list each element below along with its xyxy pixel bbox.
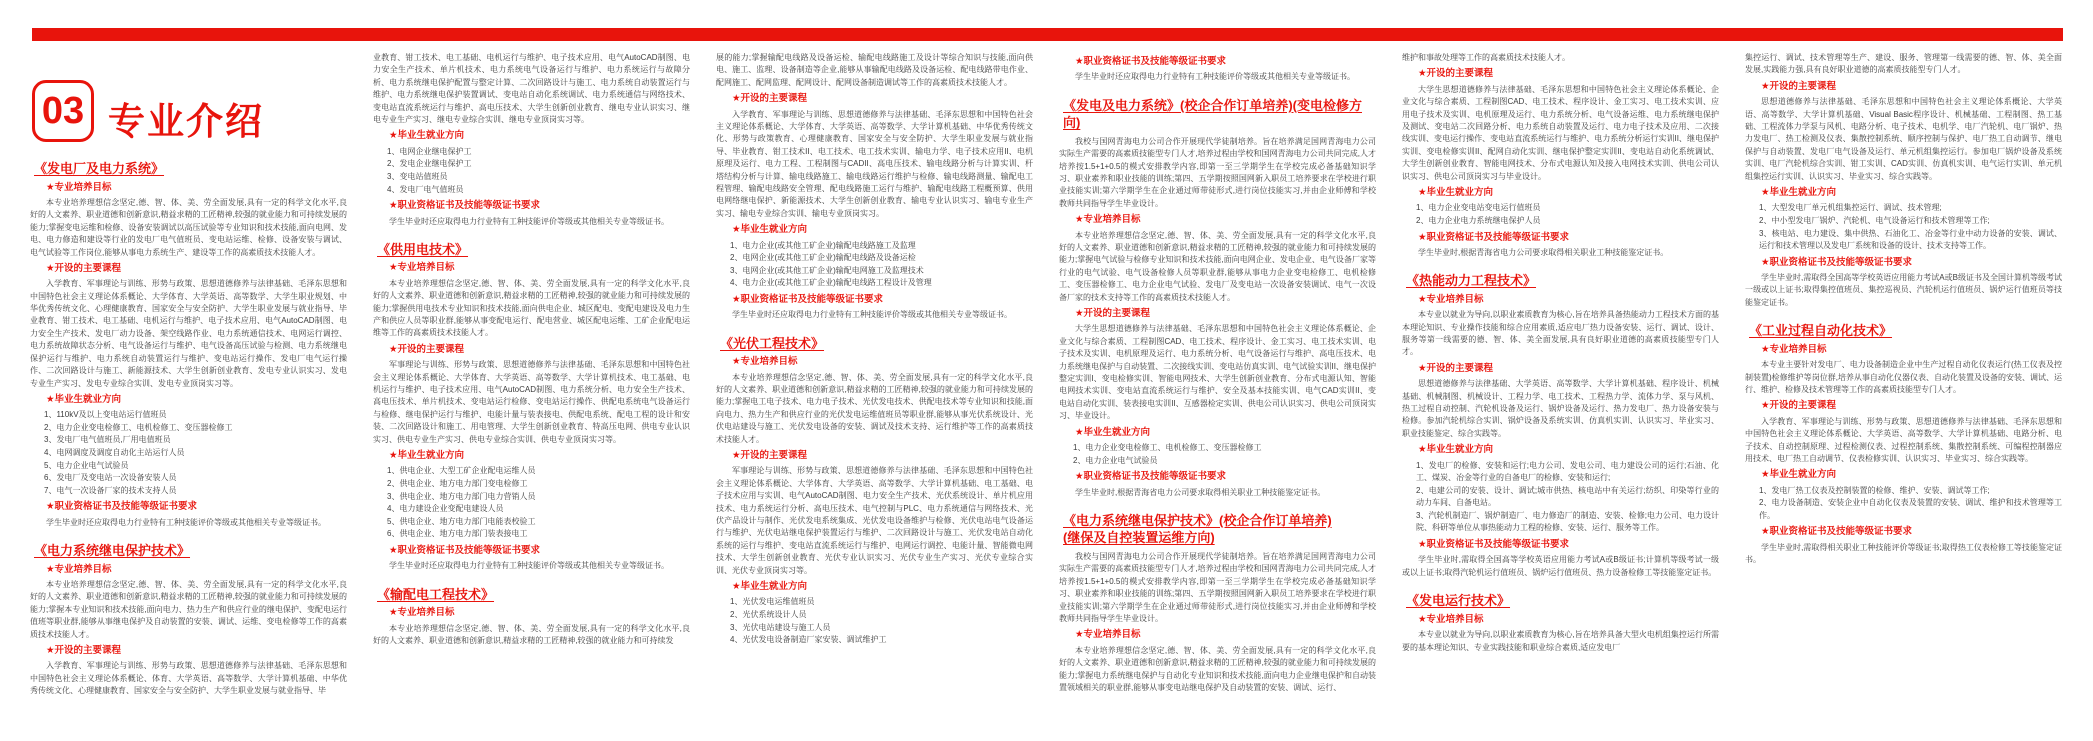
paragraph: 大学生思想道德修养与法律基础、毛泽东思想和中国特色社会主义理论体系概论、企业文化与综合素质、工程制图CAD、电工技术、程序设计、金工实习、电工技术实训、电子技术及实训、电机原理及运行、电力系统分析、电气设备运行与维护、高电压技术、电力系统继电保护与自动装置、二次接线实训、变电站仿真实训、电气试验实训II、继电保护整定实训I、变电检修实训、智能电网技术、大学生创新创业教育、分布式电源认知、智能电网技术实训、变电站直流系统运行与维护、安全及基本技能实训、电气CAD实训II、变电站自动化实训、装表接电实训II、互感器检定实训、供电公司认识实习、供电公司顶岗实习、毕业设计。 — [1059, 324, 1376, 421]
section-number-badge: 03 — [32, 80, 94, 142]
job-item: 4、光伏发电设备制造厂家安装、调试维护工 — [730, 635, 887, 645]
section-heading: ★开设的主要课程 — [1075, 308, 1151, 320]
job-item: 1、供电企业、大型工矿企业配电运维人员 — [387, 466, 536, 476]
section-heading: ★开设的主要课程 — [389, 343, 465, 355]
section-heading: ★毕业生就业方向 — [389, 450, 465, 462]
job-list — [730, 596, 1033, 646]
section-heading: ★毕业生就业方向 — [46, 393, 122, 405]
job-item: 2、供电企业、地方电力部门变电检修工 — [387, 478, 528, 488]
major-title — [1063, 512, 1376, 547]
paragraph-continued: 业教育、钳工技术、电工基础、电机运行与维护、电子技术应用、电气AutoCAD制图、电力安全生产技术、单片机技术、电力系统电气设备运行与维护、电力系统运行与故障分析、电力系统继电保护配置与整定计算、二次回路设计与施工、电力系统自动装置运行与维护、电力系统继电保护装置调试、变电站自动化系统调试、电力系统通信与网络技术、变电站直流系统运行与维护、高电压技术、大学生创新创业教育、继电专业认识实习、继电专业生产实习、继电专业综合实训、继电专业顶岗实习等。 — [373, 53, 690, 125]
major-title-line: 《发电厂及电力系统》 — [34, 161, 165, 176]
section-heading: ★专业培养目标 — [389, 262, 455, 274]
section-heading: ★职业资格证书及技能等级证书要求 — [1075, 471, 1227, 483]
paragraph: 学生毕业时还应取得电力行业特有工种技能评价等级或其他相关专业等级证书。 — [732, 310, 1012, 320]
paragraph: 我校与国网青海电力公司合作开展现代学徒制培养。旨在培养满足国网青海电力公司实际生产需要的高素质技能型专门人才,培养过程由学校和国网青海电力公司共同完成,人才培养按1.5+1+0.5的模式安排教学内容,即第一至三学期学生在学校完成必备基础知识学习、职业素养和职业技能的训练;第四、五学期按照国网新入职员工培养要求在学校进行职业技能实训;第六学期学生在企业通过师带徒形式,进行岗位技能实习,并由企业师傅和学校教师共同指导学生毕业设计。 — [1059, 552, 1376, 624]
major-title-line: 《工业过程自动化技术》 — [1749, 323, 1893, 339]
section-heading: ★职业资格证书及技能等级证书要求 — [732, 293, 884, 305]
job-list — [1759, 202, 2062, 252]
job-item: 3、发电厂电气值班员,厂用电值班员 — [44, 435, 171, 445]
paragraph: 学生毕业时,需取得相关职业工种技能评价等级证书;取得热工仪表检修工等技能鉴定证书。 — [1745, 542, 2062, 565]
section-heading: ★职业资格证书及技能等级证书要求 — [1075, 56, 1227, 67]
paragraph: 入学教育、军事理论与训练、形势与政策、思想道德修养与法律基础、毛泽东思想和中国特色社会主义理论体系概论、体育、大学英语、高等数学、大学计算机基础、中华优秀传统文化、心理健康教育、国家安全与安全防护、大学生职业发展与就业指导、毕 — [30, 661, 347, 696]
job-item: 1、发电厂的检修、安装和运行;电力公司、发电公司、电力建设公司的运行;石油、化工、煤炭、冶金等行业的自备电厂的检修、安装和运行; — [1416, 460, 1719, 483]
section-heading: ★毕业生就业方向 — [1418, 187, 1494, 198]
section-heading: ★专业培养目标 — [389, 607, 455, 619]
paragraph: 本专业培养理想信念坚定,德、智、体、美、劳全面发展,具有一定的科学文化水平,良好的人文素养、职业道德和创新意识,精益求精的工匠精神,较强的就业能力和可持续发 — [373, 623, 690, 645]
paragraph-continued: 展的能力;掌握输配电线路及设备运检、输配电线路施工及设计等综合知识与技能,面向供电、施工、监理、设备制造等企业,能够从事输配电线路及设备运检、配电线路带电作业、配网施工、配网监理、配网设计、配网设备制造调试等工作的高素质技术技能人才。 — [716, 53, 1033, 87]
major-title — [1406, 592, 1719, 610]
job-list — [730, 240, 1033, 290]
section-heading: ★毕业生就业方向 — [1761, 469, 1837, 481]
section-heading: ★专业培养目标 — [1418, 293, 1484, 305]
job-item: 3、汽轮机制造厂、锅炉制造厂、电力修造厂的制造、安装、检修;电力公司、电力设计院、科研等单位从事热能动力工程的检修、安装、运行、服务等工作。 — [1416, 510, 1719, 533]
paragraph: 我校与国网青海电力公司合作开展现代学徒制培养。旨在培养满足国网青海电力公司实际生产需要的高素质技能型专门人才,培养过程由学校和国网青海电力公司共同完成,人才培养按1.5+1+0.5的模式安排教学内容,即第一至三学期学生在学校完成必备基础知识学习、职业素养和职业技能的训练;第四、五学期按照国网新入职员工培养要求在学校进行职业技能实训;第六学期学生在企业通过师带徒形式,进行岗位技能实习,并由企业师傅和学校教师共同指导学生毕业设计。 — [1059, 136, 1376, 208]
section-heading: ★毕业生就业方向 — [1418, 444, 1494, 456]
job-item: 1、电力企业(或其他工矿企业)输配电线路施工及监理 — [730, 240, 916, 250]
major-title-line: 《发电及电力系统》(校企合作订单培养)(变电检修方向) — [1063, 97, 1362, 131]
paragraph: 入学教育、军事理论与训练、形势与政策、思想道德修养与法律基础、毛泽东思想和中国特色社会主义理论体系概论、大学体育、大学英语、高等数学、大学生职业规划、中华优秀传统文化、心理健康教育、国家安全与安全防护、大学生职业发展与就业指导、毕业教育、钳工技术、电工基础、电机运行与维护、电子技术应用、电气AutoCAD制图、电力安全生产技术、发电厂动力设备、架空线路作业、电力系统通信技术、电网运行调控、电力系统故障状态分析、电气设备运行与维护、电气设备高压试验与检测、电力系统继电保护运行与维护、电力系统自动装置运行与维护、变电站运行操作、发电厂电气运行操作、二次回路设计与施工、新能源技术、大学生创新创业教育、发电专业认识实习、发电专业生产实习、发电专业综合实训、发电专业顶岗实习等。 — [30, 279, 347, 388]
paragraph: 本专业培养理想信念坚定,德、智、体、美、劳全面发展,具有一定的科学文化水平,良好的人文素养、职业道德和创新意识,精益求精的工匠精神,较强的就业能力和可持续发展的能力;掌握电力系统继电保护与自动化专业知识和技术技能,面向电力企业继电保护和自动装置领域相关的职业群,能够从事变电站继电保护及自动装置的安装、调试、运行、 — [1059, 645, 1376, 693]
major-title-line: 《光伏工程技术》 — [720, 335, 825, 351]
major-title — [1406, 272, 1719, 290]
major-title — [1063, 97, 1376, 132]
major-title-line: 《发电运行技术》 — [1406, 593, 1511, 609]
paragraph-continued: 集控运行、调试、技术管理等生产、建设、服务、管理第一线需要的德、智、体、美全面发展,实践能力强,具有良好职业道德的高素质技能型专门人才。 — [1745, 53, 2062, 75]
paragraph: 思想道德修养与法律基础、毛泽东思想和中国特色社会主义理论体系概论、大学英语、高等数学、大学计算机基础、Visual Basic程序设计、机械基础、工程制图、热工基础、工程流体力学泵与风机、电路分析、电子技术、电机学、电厂汽轮机、电厂锅炉、热力发电厂、热工检测及仪表、集散控制系统、顺序控制与保护、电厂热工自动调节、继电保护与自动装置、发电厂电气设备及运行、单元机组集控运行。参加电厂锅炉设备及系统实训、电厂汽轮机综合实训、钳工实训、CAD实训、仿真机实训、电气运行实训、单元机组集控运行实训、认识实习、毕业实习、综合实践等。 — [1745, 97, 2062, 181]
paragraph: 本专业培养理想信念坚定,德、智、体、美、劳全面发展,具有一定的科学文化水平,良好的人文素养、职业道德和创新意识,精益求精的工匠精神,较强的就业能力和可持续发展的能力;掌握变电运维和检修、设备安装调试以高压试验等专业知识和技术技能,面向电网、发电、电力修造和建设等行业的发电厂电气值班员、变电站运维、检修、设备安装与调试、电气试验等工作岗位,能够从事电力系统生产、建设等工作的高素质技术技能人才。 — [30, 197, 347, 257]
job-item: 4、电力建设企业变配电建设人员 — [387, 504, 504, 514]
paragraph: 本专业培养理想信念坚定,德、智、体、美、劳全面发展,具有一定的科学文化水平,良好的人文素养、职业道德和创新意识,精益求精的工匠精神,较强的就业能力和可持续发展的能力;掌握供用电技术专业知识和技术技能,面向供电企业、城区配电、变配电建设及电力生产和供应人员等职业群,能够从事变配电运行、配电营业、城区配电运维、工矿企业配电运维等工作的高素质技术技能人才。 — [373, 278, 690, 338]
page-title: 专业介绍 — [108, 101, 264, 142]
job-list — [387, 146, 690, 196]
section-heading: ★开设的主要课程 — [46, 262, 122, 274]
job-item: 6、供电企业、地方电力部门装表接电工 — [387, 529, 528, 539]
paragraph: 学生毕业时还应取得电力行业特有工种技能评价等级或其他相关专业等级证书。 — [389, 561, 669, 571]
paragraph: 军事理论与训练、形势与政策、思想道德修养与法律基础、毛泽东思想和中国特色社会主义理论体系概论、大学体育、大学英语、高等数学、大学计算机技术、电工基础、电机运行与维护、电子技术应用、电气AutoCAD制图、电力系统分析、电力安全生产技术、高电压技术、单片机技术、变电站运行检修、变电站运行操作、供配电系统电气设备运行与检修、继电保护运行与维护、电能计量与装表接电、供配电系统、配电工程的设计和安装、二次回路设计和施工、用电管理、大学生创新创业教育、特高压电网、供电专业认识实习、供电专业生产实习、供电专业综合实训、供电专业顶岗实习等。 — [373, 360, 690, 444]
section-heading: ★专业培养目标 — [46, 563, 112, 575]
job-item: 3、光伏电站建设与施工人员 — [730, 622, 831, 632]
column-2 — [373, 52, 690, 733]
columns-container — [30, 52, 2063, 733]
job-list — [1759, 485, 2062, 523]
paragraph: 学生毕业时还应取得电力行业特有工种技能评价等级或其他相关专业等级证书。 — [389, 216, 669, 226]
paragraph: 入学教育、军事理论与训练、形势与政策、思想道德修养与法律基础、毛泽东思想和中国特色社会主义理论体系概论、大学英语、高等数学、大学计算机基础、电路分析、电子技术、自动控制原理、过程检测仪表、过程控制系统、集散控制系统、可编程控制器应用技术、电厂热工自动调节、仪表检修实训、认识实习、毕业实习、综合实践等。 — [1745, 416, 2062, 463]
section-heading: ★开设的主要课程 — [46, 645, 122, 657]
paragraph: 学生毕业时,需取得全国高等学校英语应用能力考试A或B级证书;计算机等级考试一级或以上证书;取得汽轮机运行值班员、锅炉运行值班员、热力设备检修工等技能鉴定证书。 — [1402, 555, 1719, 577]
job-item: 4、电力企业(或其他工矿企业)输配电线路工程设计及管理 — [730, 278, 932, 288]
paragraph: 学生毕业时,根据青海省电力公司要求取得相关职业工种技能鉴定证书。 — [1418, 247, 1669, 257]
job-list — [1416, 460, 1719, 536]
section-heading: ★专业培养目标 — [1075, 214, 1141, 226]
major-title — [1749, 322, 2062, 340]
column-4 — [1059, 52, 1376, 733]
section-heading: ★职业资格证书及技能等级证书要求 — [1418, 539, 1570, 551]
job-list — [1073, 442, 1376, 467]
job-item: 3、供电企业、地方电力部门电力营销人员 — [387, 491, 536, 501]
job-item: 2、电力企业变电检修工、电机检修工、变压器检修工 — [44, 422, 233, 432]
paragraph: 本专业以就业为导向,以职业素质教育为核心,旨在培养具备大型火电机组集控运行所需要的基本理论知识、专业实践技能和职业综合素质,适应发电厂 — [1402, 630, 1719, 652]
job-item: 2、电力企业电气试验员 — [1073, 455, 1158, 465]
paragraph: 军事理论与训练、形势与政策、思想道德修养与法律基础、毛泽东思想和中国特色社会主义理论体系概论、大学体育、大学英语、高等数学、大学计算机基础、电工基础、电子技术应用与实训、电气AutoCAD制图、电力安全生产技术、光伏系统设计、单片机应用技术、电力系统运行分析、高电压技术、电气控制与PLC、电力系统通信与网络技术、光伏产品设计与制作、光伏发电系统集成、光伏发电设备维护与检修、光伏电站电气设备运行与维护、光伏电站继电保护装置运行与维护、二次回路设计与施工、光伏发电站自动化系统的运行与维护、变电站直流系统运行与维护、电网运行调控、电能计量、智能微电网技术、大学生创新创业教育、光伏专业认识实习、光伏专业生产实习、光伏专业综合实训、光伏专业顶岗实习等。 — [716, 466, 1033, 575]
job-item: 6、发电厂及变电站一次设备安装人员 — [44, 473, 177, 483]
section-heading: ★开设的主要课程 — [1761, 80, 1837, 92]
section-heading: ★开设的主要课程 — [1418, 362, 1494, 374]
paragraph: 本专业主要针对发电厂、电力设备制造企业中生产过程自动化仪表运行(热工仪表及控制装置)检修维护等岗位群,培养从事自动化仪器仪表、自动化装置及设备的安装、调试、运行、维护、检修及技术管理等工作的高素质技能型专门人才。 — [1745, 360, 2062, 394]
job-list — [387, 465, 690, 541]
job-item: 4、发电厂电气值班员 — [387, 184, 464, 194]
job-item: 1、电力企业变电检修工、电机检修工、变压器检修工 — [1073, 443, 1262, 452]
major-title — [34, 542, 347, 560]
job-item: 3、核电站、电力建设、集中供热、石油化工、冶金等行业中动力设备的安装、调试、运行和技术管理以及发电厂系统和设备的设计、技术支持等工作。 — [1759, 228, 2062, 251]
paragraph: 本专业培养理想信念坚定,德、智、体、美、劳全面发展,具有一定的科学文化水平,良好的人文素养、职业道德和创新意识,精益求精的工匠精神,较强的就业能力和可持续发展的能力;掌握电气试验与检修专业知识和技术技能,面向电网企业、发电企业、电气设备厂家等行业的电气试验、电气设备检修人员等职业群,能够从事电力企业变电检修工、电机检修工、变压器检修工、电力企业电气试验、发电厂及变电站一次设备安装调试、电气一次设备厂家的技术支持等工作的高素质技术技能人才。 — [1059, 230, 1376, 302]
section-heading: ★毕业生就业方向 — [732, 581, 808, 593]
paragraph: 入学教育、军事理论与训练、思想道德修养与法律基础、毛泽东思想和中国特色社会主义理论体系概论、大学体育、大学英语、高等数学、大学计算机基础、中华优秀传统文化、形势与政策教育、心理健康教育、国家安全与安全防护、大学生职业发展与就业指导、毕业教育、钳工技术II、电工技术、电工技术实训、输电力学、电子技术应用II、电机原理及运行、电力工程、工程制图与CADII、高电压技术、输电线路分析与计算实训、杆塔结构分析与计算、输电线路施工、输电线路运行维护与检修、输电线路测量、输配电工程管理、输配电线路安全管理、配电线路施工运行与维护、输配电线路工程概预算、供用电网络继电保护、新能源技术、大学生创新创业教育、输电专业认识实习、输电专业生产实习、输电专业综合实训、输电专业顶岗实习。 — [716, 109, 1033, 218]
paragraph: 思想道德修养与法律基础、大学英语、高等数学、大学计算机基础、程序设计、机械基础、机械制图、机械设计、工程力学、电工技术、工程热力学、流体力学、泵与风机、热工过程自动控制、汽轮机设备及运行、锅炉设备及运行、热力发电厂、热力设备安装与检修。参加汽轮机综合实训、锅炉设备及系统实训、仿真机实训、认识实习、毕业实习、职业技能鉴定、综合实践等。 — [1402, 379, 1719, 438]
paragraph: 学生毕业时,根据青海省电力公司要求取得相关职业工种技能鉴定证书。 — [1075, 487, 1326, 497]
job-item: 3、变电站值班员 — [387, 171, 448, 181]
major-title — [720, 335, 1033, 353]
section-heading: ★开设的主要课程 — [1418, 68, 1494, 80]
section-heading: ★开设的主要课程 — [732, 450, 808, 462]
job-item: 1、110kV及以上变电站运行值班员 — [44, 410, 167, 420]
job-item: 1、发电厂热工仪表及控制装置的检修、维护、安装、调试等工作; — [1759, 485, 1990, 495]
job-item: 5、电力企业电气试验员 — [44, 460, 129, 470]
section-heading: ★职业资格证书及技能等级证书要求 — [389, 200, 541, 212]
major-title-line: 《热能动力工程技术》 — [1406, 273, 1537, 289]
job-item: 1、大型发电厂单元机组集控运行、调试、技术管理; — [1759, 203, 1942, 213]
job-item: 5、供电企业、地方电力部门电能表校验工 — [387, 516, 536, 526]
column-6 — [1745, 52, 2062, 733]
job-item: 3、电网企业(或其他工矿企业)输配电网施工及监理技术 — [730, 265, 924, 275]
section-heading: ★开设的主要课程 — [1761, 400, 1837, 412]
paragraph: 学生毕业时还应取得电力行业特有工种技能评价等级或其他相关专业等级证书。 — [1075, 72, 1355, 82]
section-heading: ★专业培养目标 — [732, 356, 798, 368]
paragraph: 学生毕业时还应取得电力行业特有工种技能评价等级或其他相关专业等级证书。 — [46, 517, 326, 527]
paragraph: 学生毕业时,需取得全国高等学校英语应用能力考试A或B级证书及全国计算机等级考试一级或以上证书;取得集控值班员、集控巡视员、汽轮机运行值班员、锅炉运行值班员等技能鉴定证书。 — [1745, 273, 2062, 307]
top-red-bar — [32, 28, 2063, 41]
job-item: 1、电网企业继电保护工 — [387, 146, 472, 156]
job-item: 1、光伏发电运维值班员 — [730, 597, 815, 607]
section-heading: ★毕业生就业方向 — [389, 130, 465, 142]
section-heading: ★毕业生就业方向 — [732, 224, 808, 236]
paragraph: 本专业培养理想信念坚定,德、智、体、美、劳全面发展,具有一定的科学文化水平,良好的人文素养、职业道德和创新意识,精益求精的工匠精神,较强的就业能力和可持续发展的能力;掌握本专业知识和技术技能,面向电力、热力生产和供应行业的继电保护、变配电运行值班等职业群,能够从事继电保护及自动装置的安装、调试、运维、变电检修等工作的高素质技术技能人才。 — [30, 580, 347, 639]
section-heading: ★专业培养目标 — [1418, 613, 1484, 625]
section-heading: ★职业资格证书及技能等级证书要求 — [46, 501, 198, 513]
major-title — [377, 241, 690, 259]
major-title — [377, 586, 690, 604]
major-title-line: 《电力系统继电保护技术》(校企合作订单培养) — [1063, 512, 1332, 528]
section-heading: ★专业培养目标 — [46, 181, 112, 193]
major-title-line: 《供用电技术》 — [377, 241, 469, 257]
major-title-line: (继保及自控装置运维方向) — [1063, 530, 1215, 546]
paragraph: 本专业培养理想信念坚定,德、智、体、美、劳全面发展,具有一定的科学文化水平,良好的人文素养、职业道德和创新意识,精益求精的工匠精神,较强的就业能力和可持续发展的能力;掌握电工电子技术、电力电子技术、光伏发电技术、供配电技术等专业知识和技能,面向电力、热力生产和供应行业的光伏发电运维值班员等职业群,能够从事光伏系统设计、光伏电站建设与施工、光伏发电设备的安装、调试及技术支持、运行维护等工作的高素质技术技能人才。 — [716, 372, 1033, 444]
job-item: 2、光伏系统设计人员 — [730, 609, 807, 619]
job-item: 2、电网企业(或其他工矿企业)输配电线路及设备运检 — [730, 253, 916, 263]
section-heading: ★毕业生就业方向 — [1075, 426, 1151, 438]
page-header — [32, 80, 347, 142]
major-title-line: 《电力系统继电保护技术》 — [34, 543, 191, 559]
major-title-line: 《输配电工程技术》 — [377, 586, 495, 602]
column-5 — [1402, 52, 1719, 733]
job-list — [44, 409, 347, 497]
paragraph: 本专业以就业为导向,以职业素质教育为核心,旨在培养具备热能动力工程技术方面的基本理论知识、专业操作技能和综合应用素质,适应电厂热力设备安装、运行、调试、设计、服务等第一线需要的德、智、体、美全面发展,具有良好职业道德的高素质技能型专门人才。 — [1402, 310, 1719, 357]
job-list — [1416, 202, 1719, 227]
section-heading: ★职业资格证书及技能等级证书要求 — [1761, 526, 1913, 538]
section-heading: ★职业资格证书及技能等级证书要求 — [389, 544, 541, 556]
job-item: 4、电网调度及调度自动化主站运行人员 — [44, 448, 185, 458]
section-heading: ★毕业生就业方向 — [1761, 187, 1837, 198]
job-item: 2、发电企业继电保护工 — [387, 159, 472, 169]
job-item: 7、电气一次设备厂家的技术支持人员 — [44, 485, 177, 495]
job-item: 2、电力企业电力系统继电保护人员 — [1416, 215, 1541, 225]
paragraph: 大学生思想道德修养与法律基础、毛泽东思想和中国特色社会主义理论体系概论、企业文化与综合素质、工程制图CAD、电工技术、程序设计、金工实习、电工技术实训、应用电子技术及实训、电机原理及运行、电力系统分析、电气设备运维、电力系统继电保护及测试、变电站二次回路分析、电力系统自动装置及运行、电力电子技术及应用、二次接线实训、变电运行操作、变电站直流系统运行与维护、电力系统分析运行实训II、继电保护实训、变电检修实训II、配网自动化实训、继电保护整定实训II、变电站自动化系统调试、大学生创新创业教育、智能电网技术、分布式电源认知及接入电网技术实训、供电公司认识实习、供电公司顶岗实习与毕业设计。 — [1402, 84, 1719, 181]
section-heading: ★开设的主要课程 — [732, 93, 808, 105]
paragraph-continued: 维护和事故处理等工作的高素质技术技能人才。 — [1402, 53, 1570, 62]
section-heading: ★专业培养目标 — [1075, 629, 1141, 641]
job-item: 2、电建公司的安装、设计、调试;城市供热、核电站中有关运行;纺织、印染等行业的动力车间、自备电站。 — [1416, 485, 1719, 508]
job-item: 2、中小型发电厂锅炉、汽轮机、电气设备运行和技术管理等工作; — [1759, 215, 1990, 225]
job-item: 1、电力企业变电站变电运行值班员 — [1416, 203, 1541, 213]
section-heading: ★职业资格证书及技能等级证书要求 — [1418, 231, 1570, 243]
section-heading: ★专业培养目标 — [1761, 343, 1827, 355]
column-1 — [30, 52, 347, 733]
job-item: 2、电力设备制造、安装企业中自动化仪表及装置的安装、调试、维护和技术管理等工作。 — [1759, 498, 2062, 520]
column-3 — [716, 52, 1033, 733]
major-title — [34, 160, 347, 178]
section-heading: ★职业资格证书及技能等级证书要求 — [1761, 256, 1913, 268]
